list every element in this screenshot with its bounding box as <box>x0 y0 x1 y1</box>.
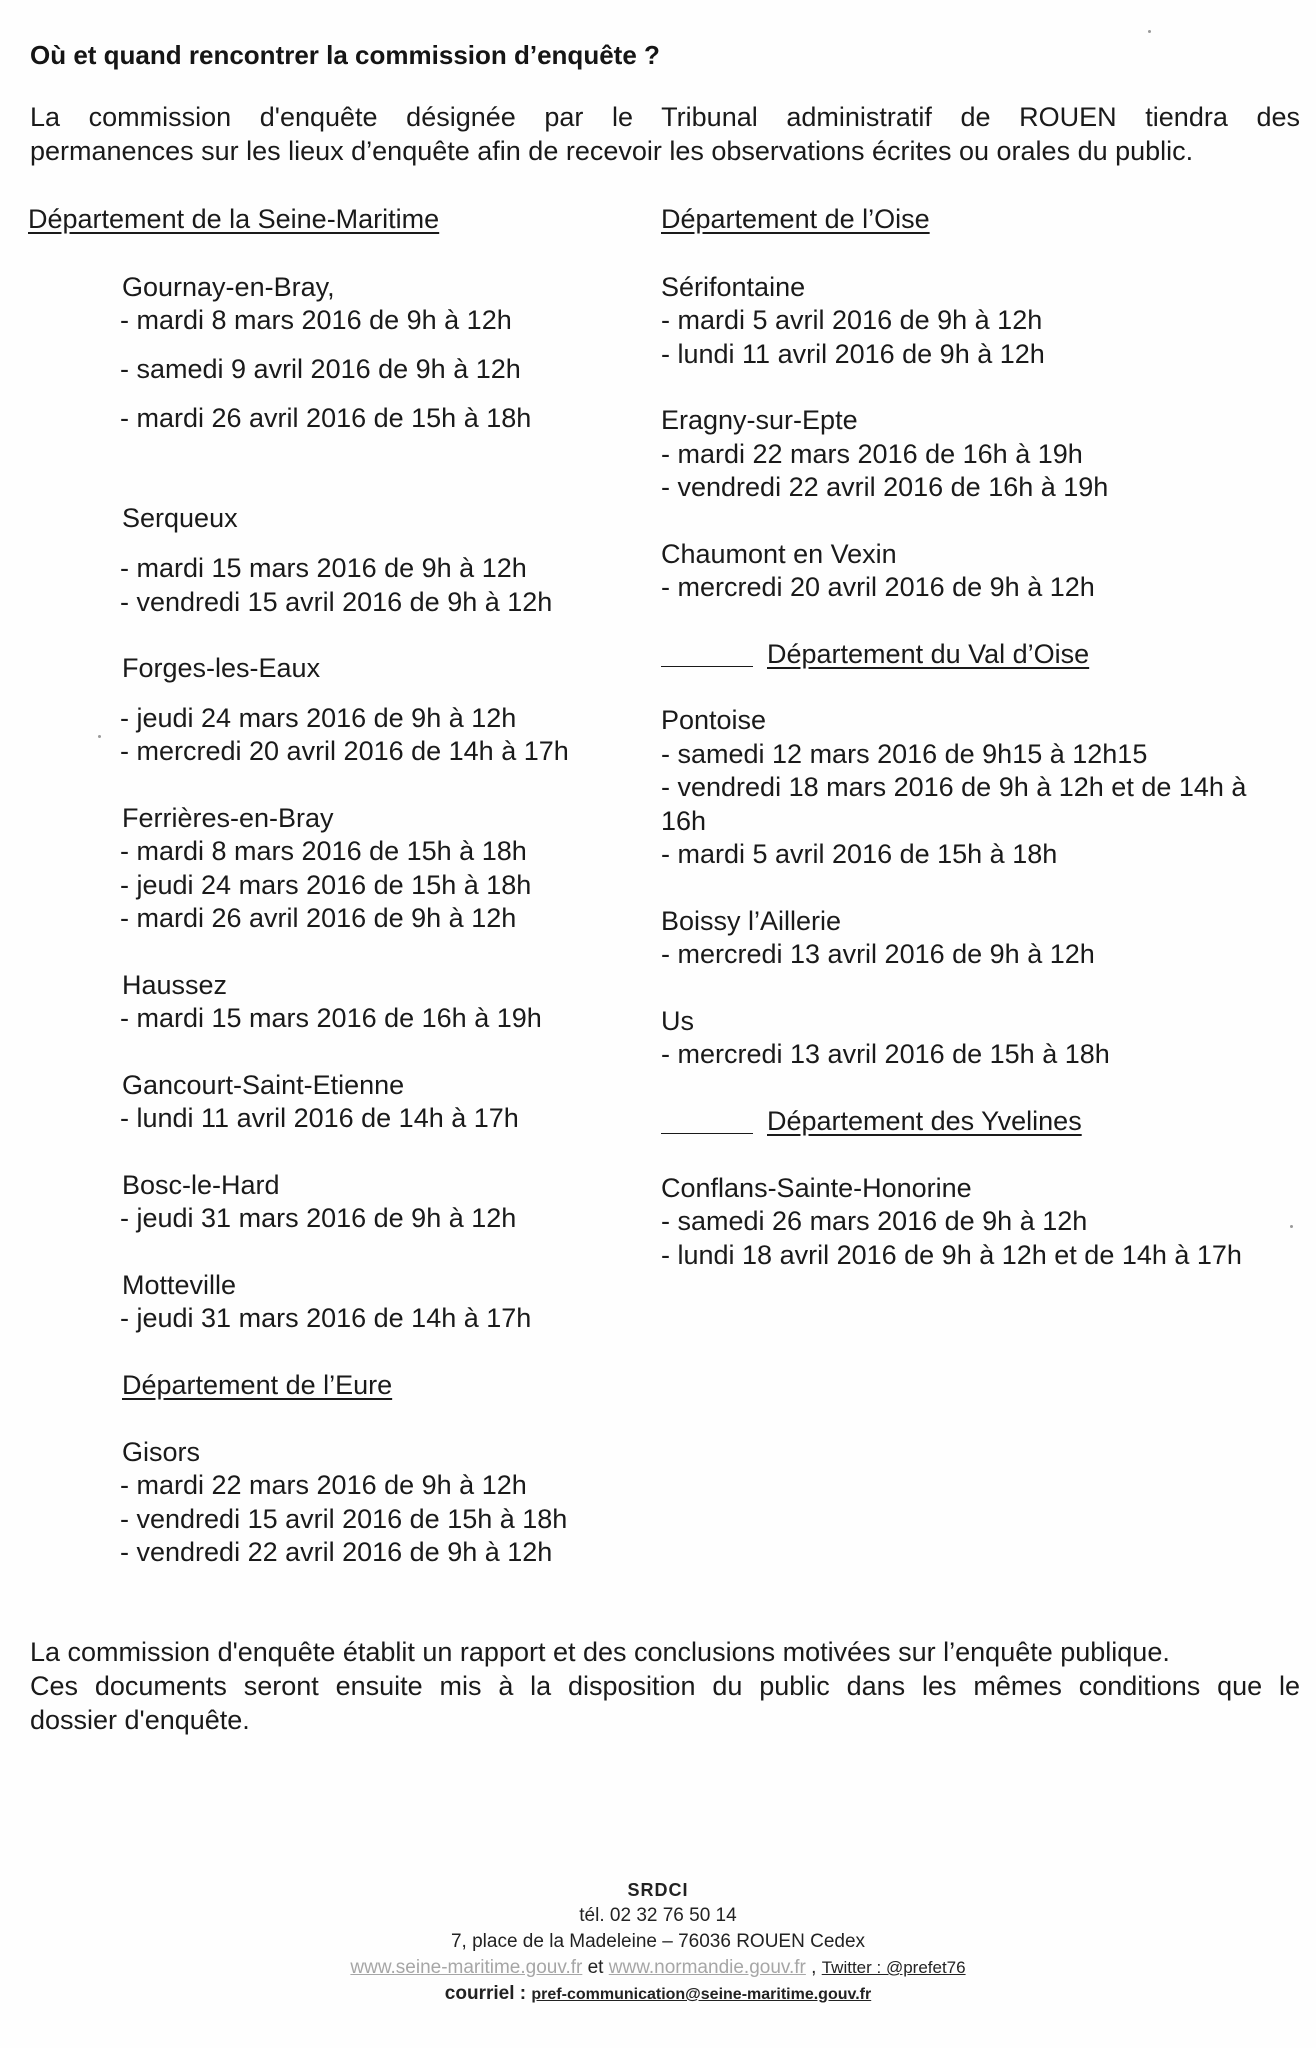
department-heading-eure: Département de l’Eure <box>122 1370 393 1400</box>
schedule-slot: - mardi 26 avril 2016 de 15h à 18h <box>120 403 532 433</box>
town-name: Motteville <box>122 1270 237 1300</box>
schedule-slot: - vendredi 15 avril 2016 de 15h à 18h <box>120 1504 568 1534</box>
schedule-slot: - mercredi 13 avril 2016 de 9h à 12h <box>661 939 1095 969</box>
schedule-slot: - mardi 8 mars 2016 de 15h à 18h <box>120 836 527 866</box>
town-name: Eragny-sur-Epte <box>661 405 858 435</box>
town-name: Forges-les-Eaux <box>122 653 321 683</box>
town-name: Haussez <box>122 970 228 1000</box>
schedule-slot: - mardi 15 mars 2016 de 9h à 12h <box>120 553 527 583</box>
schedule-slot: - mardi 5 avril 2016 de 15h à 18h <box>661 839 1058 869</box>
outro-line: dossier d'enquête. <box>30 1705 250 1735</box>
schedule-slot: - mercredi 13 avril 2016 de 15h à 18h <box>661 1039 1110 1069</box>
footer-email-line <box>0 1981 1316 2008</box>
schedule-slot: 16h <box>661 806 707 836</box>
schedule-slot: - mardi 15 mars 2016 de 16h à 19h <box>120 1003 542 1033</box>
footer-and: et <box>587 1957 604 1978</box>
schedule-slot: - jeudi 31 mars 2016 de 14h à 17h <box>120 1303 532 1333</box>
schedule-slot: - vendredi 18 mars 2016 de 9h à 12h et de 14h à <box>661 772 1247 802</box>
town-name: Gournay-en-Bray, <box>122 272 335 302</box>
outro-line: Ces documents seront ensuite mis à la disposition du public dans les mêmes conditions que le <box>30 1671 1300 1701</box>
department-heading-oise: Département de l’Oise <box>661 204 930 234</box>
department-heading-yvelines <box>661 1106 1082 1137</box>
schedule-slot: - lundi 11 avril 2016 de 14h à 17h <box>120 1103 519 1133</box>
town-name: Boissy l’Aillerie <box>661 906 842 936</box>
department-heading-seine-maritime: Département de la Seine-Maritime <box>28 204 440 234</box>
town-name: Us <box>661 1006 694 1036</box>
schedule-slot: - mercredi 20 avril 2016 de 14h à 17h <box>120 736 569 766</box>
schedule-slot: - jeudi 24 mars 2016 de 15h à 18h <box>120 870 532 900</box>
schedule-slot: - mardi 26 avril 2016 de 9h à 12h <box>120 903 517 933</box>
schedule-slot: - mardi 8 mars 2016 de 9h à 12h <box>120 305 512 335</box>
schedule-slot: - mercredi 20 avril 2016 de 9h à 12h <box>661 572 1095 602</box>
scan-speck <box>98 735 101 738</box>
intro-line: La commission d'enquête désignée par le Tribunal administratif de ROUEN tiendra des <box>30 102 1300 132</box>
intro-line: permanences sur les lieux d’enquête afin de recevoir les observations écrites ou orales du public. <box>30 136 1194 166</box>
town-name: Chaumont en Vexin <box>661 539 897 569</box>
schedule-slot: - mardi 5 avril 2016 de 9h à 12h <box>661 305 1043 335</box>
town-name: Conflans-Sainte-Honorine <box>661 1173 972 1203</box>
schedule-slot: - mardi 22 mars 2016 de 16h à 19h <box>661 439 1083 469</box>
website-link[interactable]: www.normandie.gouv.fr <box>608 1957 806 1978</box>
outro-line: La commission d'enquête établit un rapport et des conclusions motivées sur l’enquête publique. <box>30 1637 1170 1667</box>
town-name: Ferrières-en-Bray <box>122 803 334 833</box>
heading-rule <box>661 666 753 667</box>
schedule-slot: - jeudi 31 mars 2016 de 9h à 12h <box>120 1203 517 1233</box>
scan-speck <box>1148 30 1151 33</box>
schedule-slot: - lundi 18 avril 2016 de 9h à 12h et de 14h à 17h <box>661 1240 1242 1270</box>
schedule-slot: - vendredi 22 avril 2016 de 16h à 19h <box>661 472 1109 502</box>
schedule-slot: - samedi 9 avril 2016 de 9h à 12h <box>120 354 521 384</box>
town-name: Pontoise <box>661 705 767 735</box>
footer-address: 7, place de la Madeleine – 76036 ROUEN Cedex <box>450 1931 866 1952</box>
footer-phone: tél. 02 32 76 50 14 <box>579 1905 737 1926</box>
closing-paragraph <box>30 1635 1300 1737</box>
town-name: Sérifontaine <box>661 272 806 302</box>
schedule-slot: - samedi 12 mars 2016 de 9h15 à 12h15 <box>661 739 1148 769</box>
scan-speck <box>1290 1225 1293 1228</box>
town-name: Gisors <box>122 1437 201 1467</box>
town-name: Serqueux <box>122 503 238 533</box>
heading-rule <box>661 1133 753 1134</box>
website-link[interactable]: www.seine-maritime.gouv.fr <box>350 1957 583 1978</box>
email-link[interactable]: pref-communication@seine-maritime.gouv.fr <box>531 1986 872 2003</box>
twitter-link[interactable]: Twitter : @prefet76 <box>821 1958 966 1977</box>
footer-links <box>0 1955 1316 1981</box>
footer-separator: , <box>811 1957 817 1978</box>
email-label: courriel : <box>444 1983 527 2004</box>
contact-footer <box>0 1877 1316 2008</box>
schedule-slot: - jeudi 24 mars 2016 de 9h à 12h <box>120 703 517 733</box>
schedule-slot: - vendredi 15 avril 2016 de 9h à 12h <box>120 587 553 617</box>
intro-paragraph <box>30 100 1300 168</box>
schedule-slot: - lundi 11 avril 2016 de 9h à 12h <box>661 339 1045 369</box>
town-name: Gancourt-Saint-Etienne <box>122 1070 405 1100</box>
footer-org: SRDCI <box>627 1880 689 1900</box>
schedule-slot: - samedi 26 mars 2016 de 9h à 12h <box>661 1206 1088 1236</box>
schedule-slot: - vendredi 22 avril 2016 de 9h à 12h <box>120 1537 553 1567</box>
department-heading-val-oise <box>661 639 1089 670</box>
department-heading-text: Département du Val d’Oise <box>767 639 1090 669</box>
page-title: Où et quand rencontrer la commission d’enquête ? <box>30 40 660 70</box>
town-name: Bosc-le-Hard <box>122 1170 280 1200</box>
schedule-slot: - mardi 22 mars 2016 de 9h à 12h <box>120 1470 527 1500</box>
department-heading-text: Département des Yvelines <box>767 1106 1082 1136</box>
